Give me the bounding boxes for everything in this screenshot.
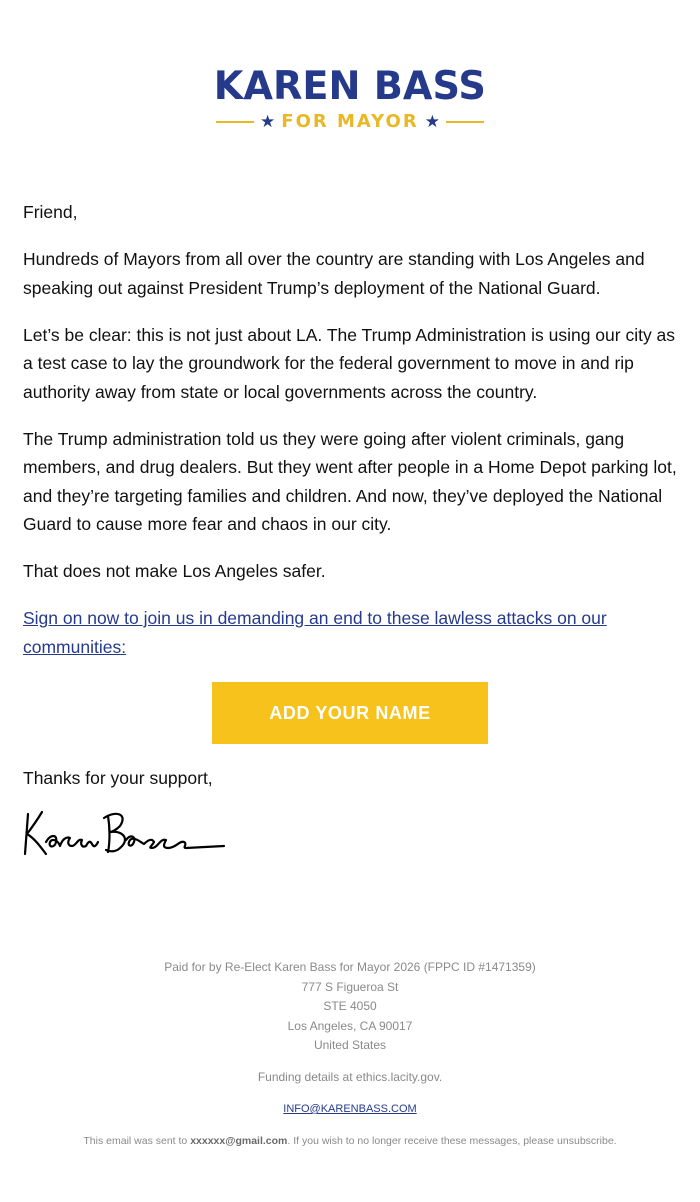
logo-subtitle-row xyxy=(0,111,700,133)
body-paragraph: That does not make Los Angeles safer. xyxy=(23,561,326,581)
logo-name: KAREN BASS xyxy=(213,64,487,109)
logo-rule-right xyxy=(446,121,484,123)
address-line: Los Angeles, CA 90017 xyxy=(287,1018,413,1033)
sign-on-link[interactable]: Sign on now to join us in demanding an end to these lawless attacks on our communities: xyxy=(23,608,607,657)
greeting: Friend, xyxy=(23,202,78,222)
sent-notice xyxy=(0,1132,700,1152)
add-your-name-button[interactable]: ADD YOUR NAME xyxy=(212,682,488,744)
recipient-email: xxxxxx@gmail.com xyxy=(190,1134,288,1147)
address-line: United States xyxy=(313,1038,387,1052)
logo-subtitle: FOR MAYOR xyxy=(281,111,419,132)
unsubscribe-text: . If you wish to no longer receive these messages, please unsubscribe. xyxy=(287,1134,617,1147)
body-paragraph: The Trump administration told us they were going after violent criminals, gang members, and drug dealers. But they went after people in a Home Depot parking lot, and they’re targeting families and children. And now, they’ve deployed the National Guard to cause more fear and chaos in our city. xyxy=(23,428,677,534)
campaign-logo xyxy=(0,64,700,133)
body-paragraph: Hundreds of Mayors from all over the country are standing with Los Angeles and speaking out against President Trump’s deployment of the National Guard. xyxy=(23,249,645,298)
sign-on-paragraph xyxy=(23,604,683,661)
logo-rule-left xyxy=(216,121,254,123)
funding-details: Funding details at ethics.lacity.gov. xyxy=(257,1069,443,1084)
footer xyxy=(0,958,700,1151)
body-paragraph: Let’s be clear: this is not just about LA. The Trump Administration is using our city as a test case to lay the groundwork for the federal government to move in and rip authority away from state or local governments across the country. xyxy=(23,324,676,402)
sent-prefix: This email was sent to xyxy=(83,1134,191,1147)
contact-email-link[interactable]: INFO@KARENBASS.COM xyxy=(283,1103,417,1115)
paid-for-disclaimer: Paid for by Re-Elect Karen Bass for Mayor 2026 (FPPC ID #1471359) xyxy=(164,960,536,974)
star-icon: ★ xyxy=(260,112,276,132)
star-icon: ★ xyxy=(424,112,440,132)
cta-container xyxy=(212,682,488,744)
closing-text: Thanks for your support, xyxy=(23,768,213,788)
address-line: STE 4050 xyxy=(323,999,377,1013)
email-body xyxy=(23,198,683,680)
signature-image xyxy=(20,806,230,862)
address-line: 777 S Figueroa St xyxy=(301,979,399,994)
